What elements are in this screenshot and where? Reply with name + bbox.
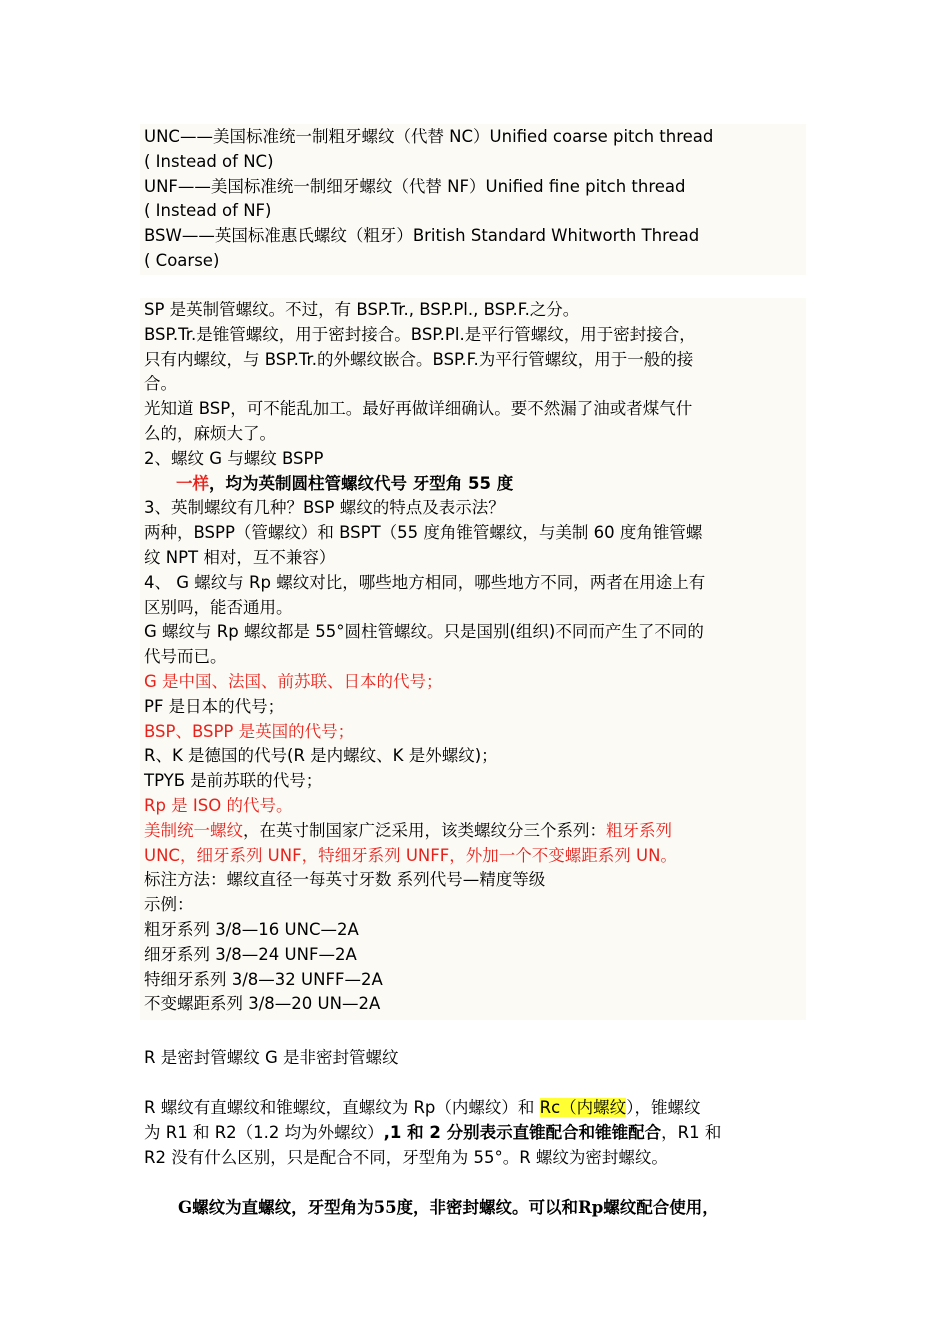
answer-2-red: 一样 [176, 473, 209, 493]
text-line: 代号而已。 [144, 647, 227, 667]
r-thread-paragraph [144, 1096, 824, 1170]
bsw-line: BSW——英国标准惠氏螺纹（粗牙）British Standard Whitworth Thread [144, 226, 700, 246]
unf-line: UNF——美国标准统一制细牙螺纹（代替 NF）Unified fine pitch thread [144, 176, 686, 196]
text-line: 标注方法：螺纹直径一每英寸牙数 系列代号—精度等级 [144, 870, 546, 890]
text-span: ，R1 和 [661, 1122, 722, 1142]
text-line: G螺纹为直螺纹，牙型角为55度，非密封螺纹。可以和Rp螺纹配合使用， [178, 1198, 719, 1217]
text-span: ，在英寸制国家广泛采用，该类螺纹分三个系列： [243, 820, 606, 840]
text-line: BSP.Tr.是锥管螺纹，用于密封接合。BSP.Pl.是平行管螺纹，用于密封接合， [144, 324, 696, 344]
text-span: ），锥螺纹 [626, 1098, 701, 1117]
g-thread-paragraph [178, 1196, 858, 1221]
text-line: 只有内螺纹，与 BSP.Tr.的外螺纹嵌合。BSP.F.为平行管螺纹，用于一般的接 [144, 349, 694, 369]
text-red-span: 粗牙系列 [606, 820, 672, 840]
text-line [144, 1096, 824, 1121]
question-2: 2、螺纹 G 与螺纹 BSPP [144, 448, 324, 468]
text-line [140, 819, 806, 844]
unf-note-line: ( Instead of NF) [144, 201, 272, 221]
unc-line: UNC——美国标准统一制粗牙螺纹（代替 NC）Unified coarse pitch thread [144, 127, 714, 146]
r-g-summary [144, 1046, 824, 1071]
text-line: G 是中国、法国、前苏联、日本的代号； [144, 671, 443, 691]
text-span: 为 R1 和 R2（1.2 均为外螺纹） [144, 1122, 384, 1142]
text-line [144, 1121, 824, 1146]
text-line: TPYБ 是前苏联的代号； [144, 771, 323, 791]
text-line: R2 没有什么区别，只是配合不同，牙型角为 55°。R 螺纹为密封螺纹。 [144, 1147, 668, 1167]
text-line: 区别吗，能否通用。 [144, 597, 293, 617]
text-line: BSP、BSPP 是英国的代号； [144, 721, 355, 741]
text-line: PF 是日本的代号； [144, 696, 285, 716]
text-span: R 螺纹有直螺纹和锥螺纹，直螺纹为 Rp（内螺纹）和 [144, 1098, 540, 1117]
text-line: 示例： [144, 895, 194, 915]
example-line: 特细牙系列 3/8—32 UNFF—2A [144, 969, 383, 989]
unc-note-line: ( Instead of NC) [144, 151, 274, 171]
example-line: 粗牙系列 3/8—16 UNC—2A [144, 919, 359, 939]
text-line: 两种，BSPP（管螺纹）和 BSPT（55 度角锥管螺纹，与美制 60 度角锥管螺 [144, 523, 703, 543]
answer-2 [140, 472, 806, 497]
text-line: SP 是英制管螺纹。不过，有 BSP.Tr., BSP.Pl., BSP.F.之分。 [144, 300, 580, 319]
text-line: 合。 [144, 374, 177, 394]
bold-text: ,1 和 2 分别表示直锥配合和锥锥配合 [383, 1122, 662, 1142]
example-line: 不变螺距系列 3/8—20 UN—2A [144, 994, 381, 1014]
question-4: 4、 G 螺纹与 Rp 螺纹对比，哪些地方相同，哪些地方不同，两者在用途上有 [144, 572, 706, 592]
text-line: G 螺纹与 Rp 螺纹都是 55°圆柱管螺纹。只是国别(组织)不同而产生了不同的 [144, 622, 704, 642]
highlighted-text: Rc（内螺纹 [539, 1098, 627, 1117]
answer-2-rest: ，均为英制圆柱管螺纹代号 牙型角 55 度 [209, 473, 514, 493]
text-line: R、K 是德国的代号(R 是内螺纹、K 是外螺纹)； [144, 746, 498, 766]
text-line: Rp 是 ISO 的代号。 [144, 795, 293, 815]
question-3: 3、英制螺纹有几种？BSP 螺纹的特点及表示法？ [144, 498, 505, 518]
thread-standards-block [140, 124, 806, 275]
text-line: 光知道 BSP，可不能乱加工。最好再做详细确认。要不然漏了油或者煤气什 [144, 399, 693, 419]
bsw-note-line: ( Coarse) [144, 250, 220, 270]
example-line: 细牙系列 3/8—24 UNF—2A [144, 944, 357, 964]
bsp-explanation-block [140, 298, 806, 1020]
text-red-span: 美制统一螺纹 [144, 820, 243, 840]
text-line: R 是密封管螺纹 G 是非密封管螺纹 [144, 1048, 399, 1067]
text-line: 么的，麻烦大了。 [144, 423, 276, 443]
text-line: UNC，细牙系列 UNF，特细牙系列 UNFF，外加一个不变螺距系列 UN。 [144, 845, 677, 865]
text-line: 纹 NPT 相对，互不兼容） [144, 547, 336, 567]
